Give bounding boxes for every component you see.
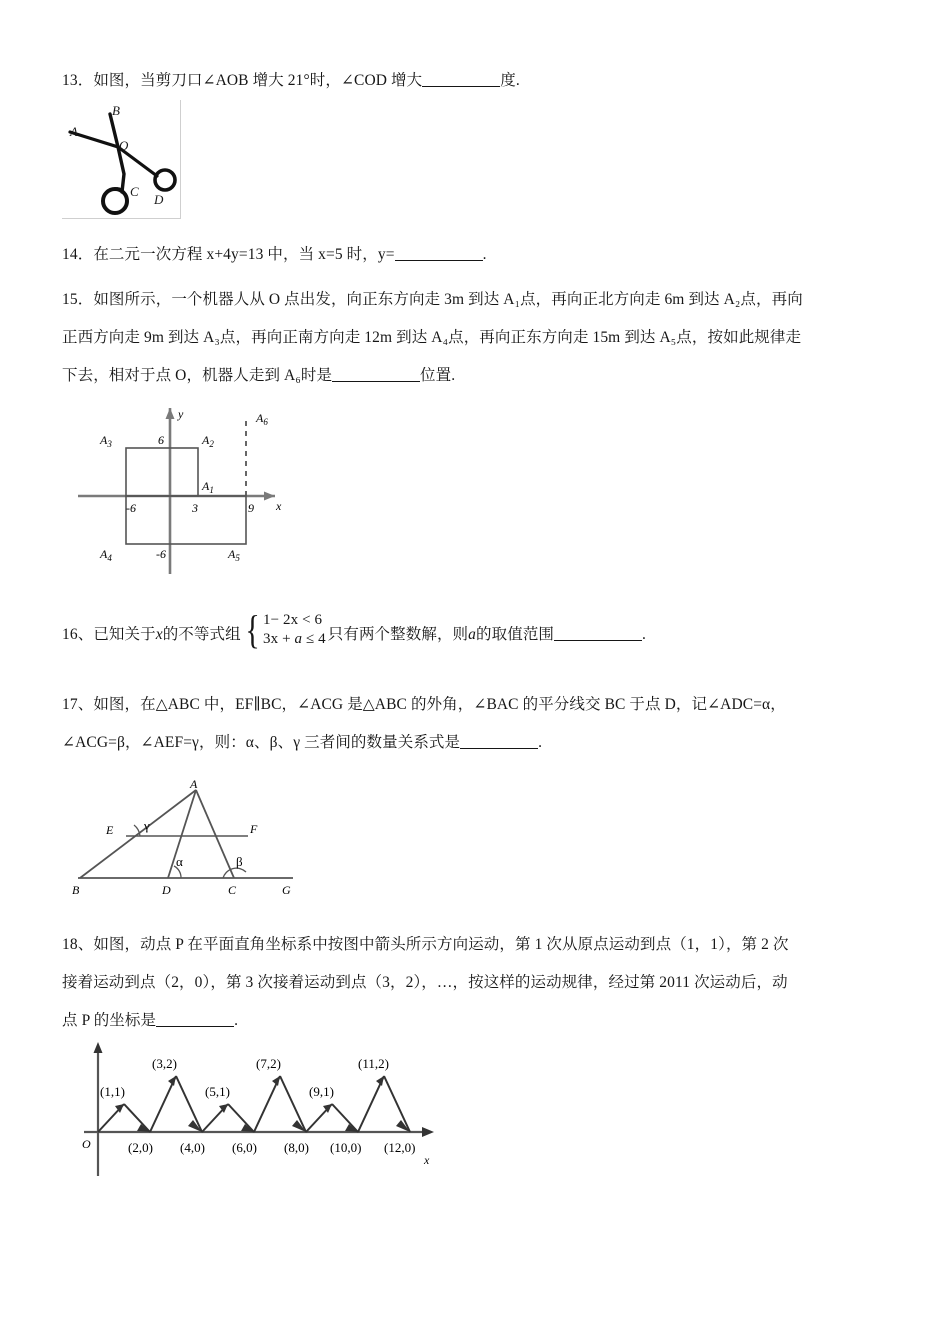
inequality-row-2-param: a [294, 631, 303, 647]
question-15-answer-blank[interactable] [332, 366, 420, 383]
zigzag-trough-label-8: (8,0) [284, 1140, 309, 1155]
question-18-text-3b: . [234, 1012, 239, 1029]
question-15-line-1 [62, 281, 892, 319]
question-17-text-2a: ∠ACG=β，∠AEF=γ，则：α、β、γ 三者间的数量关系式是 [62, 734, 461, 751]
zigzag-peak-label-9: (9,1) [309, 1084, 334, 1099]
inequality-system [243, 607, 326, 658]
question-16-suffix: . [642, 626, 647, 644]
zigzag-drawing [72, 1040, 452, 1180]
question-13-number: 13． [62, 72, 94, 89]
robot-tick-3: 3 [192, 501, 198, 515]
triangle-label-b: B [72, 883, 80, 897]
question-18-line-2: 接着运动到点（2，0），第 3 次接着运动到点（3，2），…，按这样的运动规律，经过第 2011 次运动后，动 [62, 974, 788, 991]
question-14-stem: 在二元一次方程 x+4y=13 中，当 x=5 时，y= [93, 246, 395, 263]
question-18-text-3a: 点 P 的坐标是 [62, 1012, 157, 1029]
question-16-variable-a: a [468, 626, 477, 644]
question-18-text-1: 如图，动点 P 在平面直角坐标系中按图中箭头所示方向运动，第 1 次从原点运动到点（1，1），第 2 次 [93, 936, 789, 953]
robot-path-figure [70, 386, 290, 576]
robot-axis-x-label: x [276, 499, 282, 513]
question-15-number: 15． [62, 291, 94, 308]
question-16-stem-3: 只有两个整数解，则 [327, 626, 469, 644]
question-14-text [62, 236, 892, 274]
robot-point-a6: $A_6$ [256, 411, 268, 427]
triangle-label-d: D [162, 883, 171, 897]
robot-point-a2: $A_2$ [202, 433, 214, 449]
robot-axis-y-label: y [178, 407, 184, 421]
robot-tick-9: 9 [248, 501, 254, 515]
scissors-label-o: O [119, 138, 129, 153]
zigzag-trough-label-6: (6,0) [232, 1140, 257, 1155]
question-18-answer-blank[interactable] [156, 1011, 234, 1028]
question-17-text-2b: . [538, 734, 543, 751]
inequality-row-2-lhs: 3x + [263, 631, 295, 647]
question-15 [62, 281, 892, 395]
triangle-label-g: G [282, 883, 291, 897]
triangle-angle-beta: β [236, 854, 243, 869]
question-16-number: 16、 [62, 626, 94, 644]
question-14 [62, 236, 892, 274]
question-17-line-1 [62, 686, 892, 724]
zigzag-figure [72, 1040, 452, 1180]
question-13-answer-blank[interactable] [422, 71, 500, 88]
robot-path-drawing [70, 386, 290, 576]
triangle-figure [68, 778, 308, 898]
question-15-text-1: 如图所示，一个机器人从 O 点出发，向正东方向走 3m 到达 A₁点，再向正北方向走 6m 到达 A₂点，再向 [93, 291, 803, 308]
question-14-answer-blank[interactable] [395, 245, 483, 262]
zigzag-peak-label-1: (1,1) [100, 1084, 125, 1099]
triangle-label-c: C [228, 883, 237, 897]
triangle-label-a: A [190, 778, 198, 791]
question-13-suffix: 度. [500, 72, 520, 89]
triangle-label-e: E [106, 823, 114, 837]
question-16-variable-x: x [155, 626, 163, 644]
zigzag-trough-label-2: (2,0) [128, 1140, 153, 1155]
question-18-number: 18、 [62, 936, 94, 953]
scissors-label-d: D [154, 192, 164, 207]
inequality-row-2 [263, 630, 326, 649]
question-13 [62, 62, 892, 100]
question-16-stem-4: 的取值范围 [476, 626, 555, 644]
inequality-row-2-rhs: ≤ 4 [302, 631, 326, 647]
question-15-text-3a: 下去，相对于点 O，机器人走到 A₆时是 [62, 367, 333, 384]
question-16-text [62, 607, 892, 659]
robot-point-a4: $A_4$ [100, 547, 112, 563]
question-15-text-3b: 位置. [420, 367, 456, 384]
zigzag-trough-label-10: (10,0) [330, 1140, 362, 1155]
triangle-angle-gamma: γ [144, 818, 150, 833]
scissors-figure [62, 100, 181, 219]
question-16-answer-blank[interactable] [554, 625, 642, 642]
inequality-row-1: 1− 2x < 6 [263, 612, 323, 628]
question-17 [62, 686, 892, 762]
zigzag-trough-label-4: (4,0) [180, 1140, 205, 1155]
robot-tick-6-top: 6 [158, 433, 164, 447]
question-16-stem-1: 已知关于 [93, 626, 156, 644]
question-18 [62, 926, 892, 1040]
question-13-text [62, 62, 892, 100]
question-14-suffix: . [482, 246, 487, 263]
question-16-stem-2: 的不等式组 [162, 626, 241, 644]
question-18-line-3 [62, 1002, 892, 1040]
triangle-label-f: F [250, 822, 258, 836]
question-17-text-1: 如图，在△ABC 中，EF∥BC，∠ACG 是△ABC 的外角，∠BAC 的平分线交 BC 于点 D，记∠ADC=α， [93, 696, 786, 713]
zigzag-peak-label-11: (11,2) [358, 1056, 389, 1071]
zigzag-origin-label: O [82, 1137, 91, 1151]
robot-point-a3: $A_3$ [100, 433, 112, 449]
zigzag-trough-label-12: (12,0) [384, 1140, 416, 1155]
question-13-stem: 如图，当剪刀口∠AOB 增大 21°时，∠COD 增大 [93, 72, 423, 89]
scissors-label-b: B [112, 103, 120, 118]
inequality-brace: { [245, 607, 260, 652]
question-16 [62, 607, 892, 659]
question-17-answer-blank[interactable] [460, 733, 538, 750]
robot-tick-neg6-left: -6 [126, 501, 136, 515]
robot-tick-neg6-bottom: -6 [156, 547, 166, 561]
question-17-number: 17、 [62, 696, 94, 713]
question-14-number: 14． [62, 246, 94, 263]
zigzag-peak-label-7: (7,2) [256, 1056, 281, 1071]
triangle-angle-alpha: α [176, 854, 183, 869]
robot-point-a1: $A_1$ [202, 479, 214, 495]
zigzag-axis-x-label: x [424, 1153, 430, 1167]
question-17-line-2 [62, 724, 892, 762]
zigzag-peak-label-3: (3,2) [152, 1056, 177, 1071]
scissors-figure-frame [62, 100, 181, 219]
triangle-drawing [68, 778, 308, 898]
question-15-line-2: 正西方向走 9m 到达 A₃点，再向正南方向走 12m 到达 A₄点，再向正东方向走 15m 到达 A₅点，按如此规律走 [62, 329, 802, 346]
question-18-line-1 [62, 926, 892, 964]
scissors-label-c: C [130, 184, 139, 199]
robot-point-a5: $A_5$ [228, 547, 240, 563]
zigzag-peak-label-5: (5,1) [205, 1084, 230, 1099]
scissors-label-a: A [70, 124, 78, 139]
